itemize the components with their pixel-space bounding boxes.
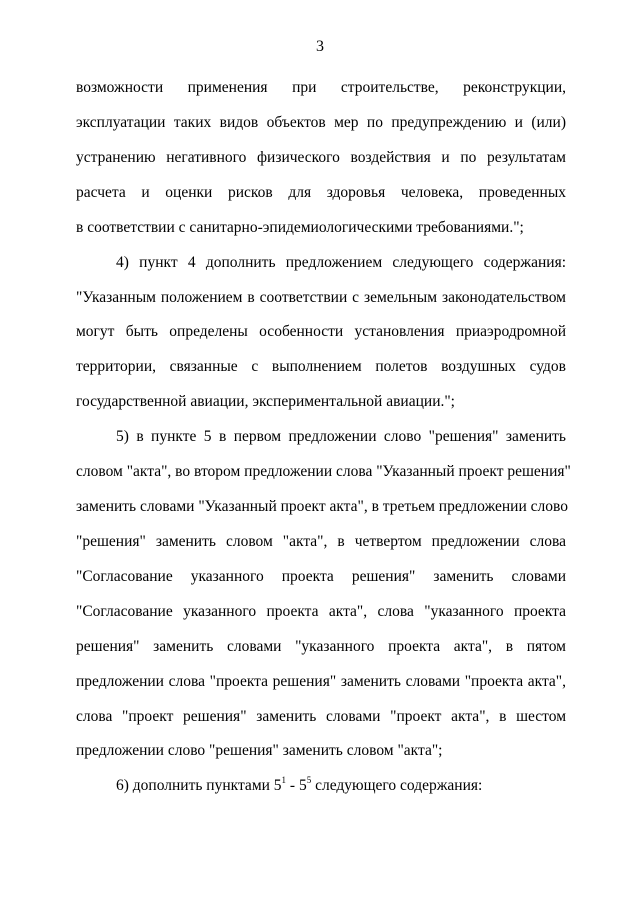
text-line: возможности применения при строительстве, реконструкции,: [76, 79, 566, 96]
text-line: "Согласование указанного проекта акта", слова "указанного проекта: [76, 603, 566, 620]
text-line: 4) пункт 4 дополнить предложением следующего содержания:: [116, 254, 566, 271]
text-line: "Указанным положением в соответствии с земельным законодательством: [76, 289, 566, 306]
text-line: предложении слово "решения" заменить словом "акта";: [76, 742, 443, 759]
text-line: устранению негативного физического воздействия и по результатам: [76, 149, 566, 166]
page-number: 3: [316, 38, 324, 55]
text-line: "решения" заменить словом "акта", в четвертом предложении слова: [76, 533, 566, 550]
text-line: эксплуатации таких видов объектов мер по предупреждению и (или): [76, 114, 566, 131]
superscript: 5: [306, 774, 312, 785]
text-line: 5) в пункте 5 в первом предложении слово "решения" заменить: [116, 428, 566, 445]
text-line: государственной авиации, экспериментальной авиации.";: [76, 393, 455, 410]
text-line: заменить словами "Указанный проект акта", в третьем предложении слово: [76, 498, 568, 515]
text-line: решения" заменить словами "указанного проекта акта", в пятом: [76, 638, 566, 655]
item6-suffix: следующего содержания:: [311, 777, 483, 794]
superscript: 1: [281, 774, 287, 785]
text-line: предложении слова "проекта решения" заменить словами "проекта акта",: [76, 673, 566, 690]
item6-dash: - 5: [286, 777, 307, 794]
item6-prefix: 6) дополнить пунктами 5: [116, 777, 282, 794]
text-line: территории, связанные с выполнением полетов воздушных судов: [76, 358, 566, 375]
text-line: словом "акта", во втором предложении слова "Указанный проект решения": [76, 463, 571, 480]
text-line: расчета и оценки рисков для здоровья человека, проведенных: [76, 184, 566, 201]
text-line: "Согласование указанного проекта решения" заменить словами: [76, 568, 566, 585]
text-line: могут быть определены особенности установления приаэродромной: [76, 323, 566, 340]
text-line: [116, 776, 566, 796]
text-line: в соответствии с санитарно-эпидемиологическими требованиями.";: [76, 219, 524, 236]
text-line: слова "проект решения" заменить словами "проект акта", в шестом: [76, 708, 566, 725]
